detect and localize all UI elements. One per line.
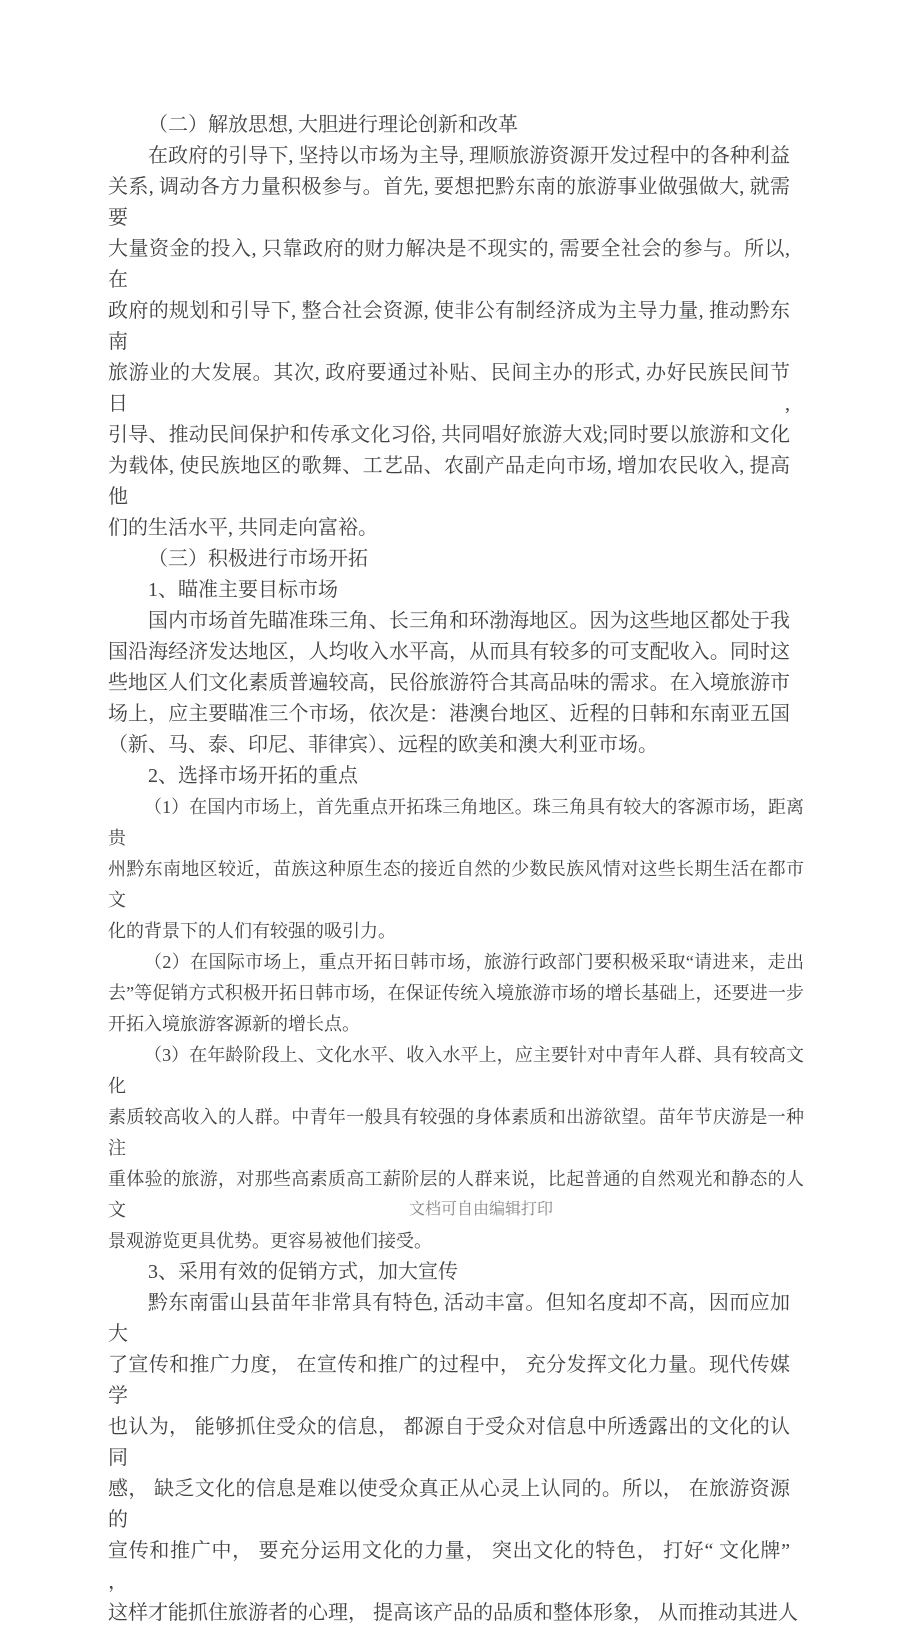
doc-line: （3）在年龄阶段上、文化水平、收入水平上，应主要针对中青年人群、具有较高文化 [108,1045,804,1096]
doc-line: 关系, 调动各方力量积极参与。首先, 要想把黔东南的旅游事业做强做大, 就需要 [108,176,790,229]
doc-line: （新、马、泰、印尼、菲律宾）、远程的欧美和澳大利亚市场。 [108,734,658,756]
doc-line: 景观游览更具优势。更容易被他们接受。 [108,1231,432,1251]
doc-line: 去”等促销方式积极开拓日韩市场，在保证传统入境旅游市场的增长基础上，还要进一步 [108,983,804,1003]
doc-line: 州黔东南地区较近，苗族这种原生态的接近自然的少数民族风情对这些长期生活在都市文 [108,859,804,910]
doc-line: 大量资金的投入, 只靠政府的财力解决是不现实的, 需要全社会的参与。所以, 在 [108,238,790,291]
doc-line: 黔东南雷山县苗年非常具有特色, 活动丰富。但知名度却不高，因而应加大 [108,1292,790,1345]
doc-heading-section-2: （二）解放思想, 大胆进行理论创新和改革 [148,114,518,136]
doc-line: 这样才能抓住旅游者的心理， 提高该产品的品质和整体形象， 从而推动其进人 [108,1602,798,1624]
doc-line: 了宣传和推广力度， 在宣传和推广的过程中， 充分发挥文化力量。现代传媒学 [108,1354,790,1407]
doc-line: 场上，应主要瞄准三个市场，依次是：港澳台地区、近程的日韩和东南亚五国 [108,703,790,725]
doc-line: 为载体, 使民族地区的歌舞、工艺品、农副产品走向市场, 增加农民收入, 提高他 [108,455,790,508]
doc-line: （2）在国际市场上，重点开拓日韩市场，旅游行政部门要积极采取“请进来，走出 [144,952,804,972]
doc-line: 些地区人们文化素质普遍较高，民俗旅游符合其高品味的需求。在入境旅游市 [108,672,790,694]
footer-note: 文档可自由编辑打印 [408,1201,553,1218]
doc-line: 感， 缺乏文化的信息是难以使受众真正从心灵上认同的。所以， 在旅游资源的 [108,1478,790,1531]
doc-line: 化的背景下的人们有较强的吸引力。 [108,921,396,941]
doc-line: 在政府的引导下, 坚持以市场为主导, 理顺旅游资源开发过程中的各种利益 [148,145,790,167]
doc-line: 国沿海经济发达地区，人均收入水平高，从而具有较多的可支配收入。同时这 [108,641,790,663]
doc-line: 宣传和推广中， 要充分运用文化的力量， 突出文化的特色， 打好“ 文化牌” ， [108,1540,790,1593]
doc-line: 国内市场首先瞄准珠三角、长三角和环渤海地区。因为这些地区都处于我 [148,610,790,632]
doc-heading-item-2: 2、选择市场开拓的重点 [148,765,358,787]
doc-line: 开拓入境旅游客源新的增长点。 [108,1014,360,1034]
doc-line: 们的生活水平, 共同走向富裕。 [108,517,378,539]
doc-line: （1）在国内市场上，首先重点开拓珠三角地区。珠三角具有较大的客源市场，距离贵 [108,797,804,848]
doc-line: 引导、推动民间保护和传承文化习俗, 共同唱好旅游大戏;同时要以旅游和文化 [108,424,790,446]
doc-heading-item-1: 1、瞄准主要目标市场 [148,579,338,601]
doc-line: 也认为， 能够抓住受众的信息， 都源自于受众对信息中所透露出的文化的认同 [108,1416,790,1469]
doc-heading-section-3: （三）积极进行市场开拓 [148,548,368,570]
doc-heading-item-3: 3、采用有效的促销方式，加大宣传 [148,1261,458,1283]
doc-line: 旅游业的大发展。其次, 政府要通过补贴、民间主办的形式, 办好民族民间节日, [108,362,790,415]
doc-line: 素质较高收入的人群。中青年一般具有较强的身体素质和出游欲望。苗年节庆游是一种注 [108,1107,804,1158]
document-page [108,110,804,1629]
doc-line: 政府的规划和引导下, 整合社会资源, 使非公有制经济成为主导力量, 推动黔东南 [108,300,790,353]
doc-line: 重体验的旅游，对那些高素质高工薪阶层的人群来说，比起普通的自然观光和静态的人文 [108,1169,804,1220]
